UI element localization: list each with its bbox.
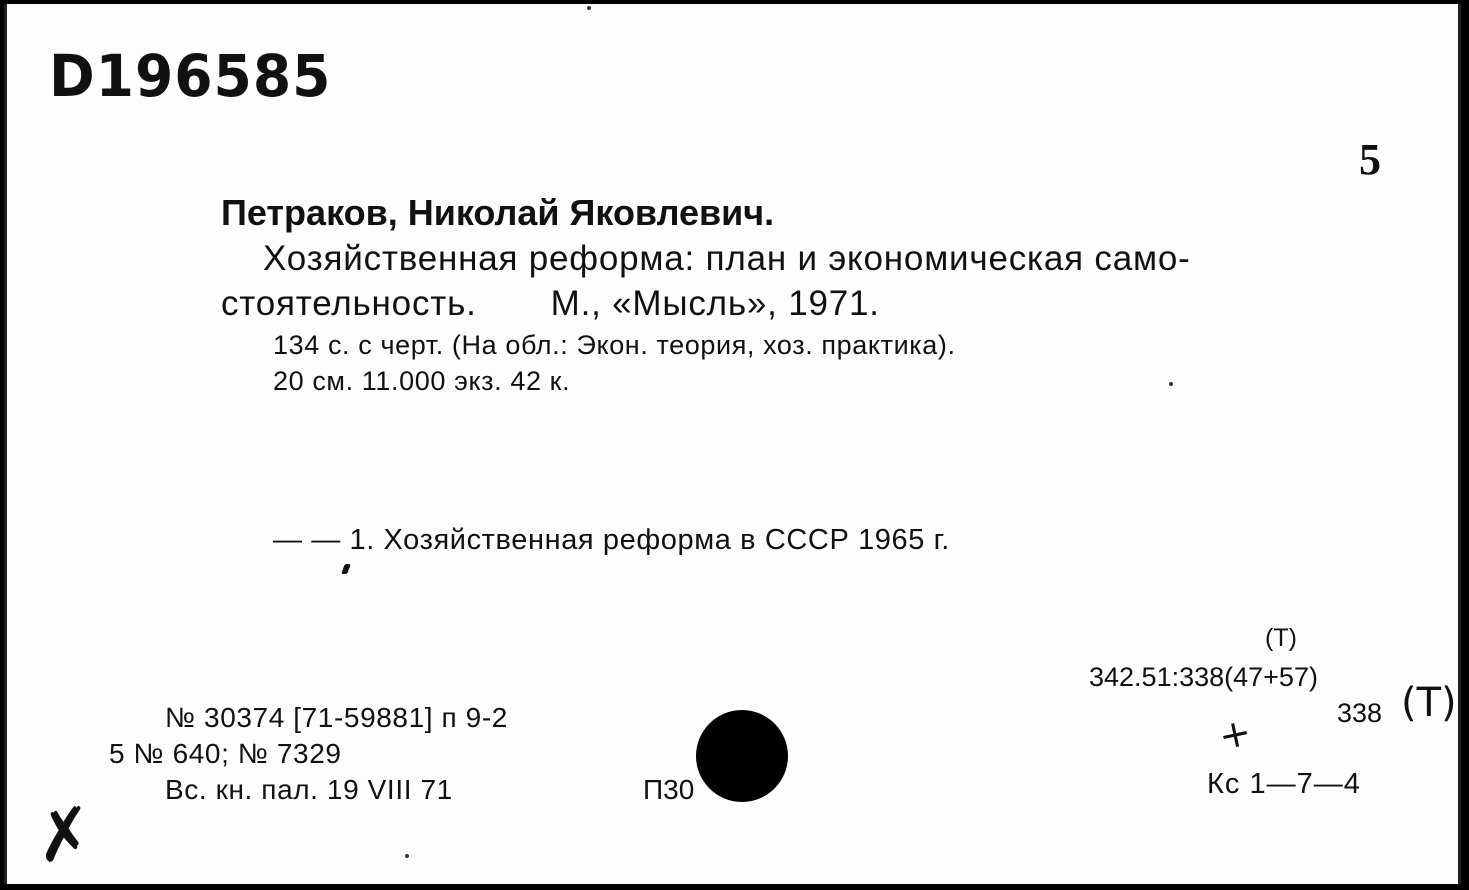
- physical-description-1: 134 с. с черт. (На обл.: Экон. теория, хоз. практика).: [273, 330, 956, 360]
- imprint: М., «Мысль», 1971.: [550, 284, 880, 323]
- accession-number: D196585: [49, 42, 332, 110]
- title-continuation: стоятельность.: [221, 284, 477, 323]
- class-code: Кс 1—7—4: [1207, 768, 1361, 800]
- registration-line-1: № 30374 [71-59881] п 9-2: [165, 702, 508, 733]
- speck: [587, 6, 591, 10]
- udc-mark-handwritten: (Т): [1401, 680, 1457, 726]
- print-code: П30: [643, 774, 695, 805]
- udc-short: 338: [1337, 698, 1383, 728]
- title-line-1: Хозяйственная реформа: план и экономическая само-: [263, 239, 1191, 278]
- registration-line-2: 5 № 640; № 7329: [109, 738, 342, 769]
- registration-line-3: Вс. кн. пал. 19 VIII 71: [165, 774, 453, 805]
- udc-full: 342.51:338(47+57): [1089, 662, 1318, 692]
- speck: [1169, 382, 1173, 386]
- pen-mark: [341, 564, 351, 574]
- card-number: 5: [1359, 135, 1381, 184]
- punch-hole: [696, 710, 788, 802]
- author-heading: Петраков, Николай Яковлевич.: [221, 192, 775, 233]
- plus-mark-icon: +: [1214, 709, 1256, 759]
- handwritten-mark-icon: ✗: [29, 790, 100, 880]
- title-line-2: [221, 284, 880, 324]
- speck: [405, 854, 409, 858]
- subject-heading: — — 1. Хозяйственная реформа в СССР 1965 г.: [273, 524, 950, 556]
- udc-mark: (Т): [1265, 624, 1297, 652]
- catalog-card: [4, 4, 1461, 884]
- physical-description-2: 20 см. 11.000 экз. 42 к.: [273, 366, 571, 396]
